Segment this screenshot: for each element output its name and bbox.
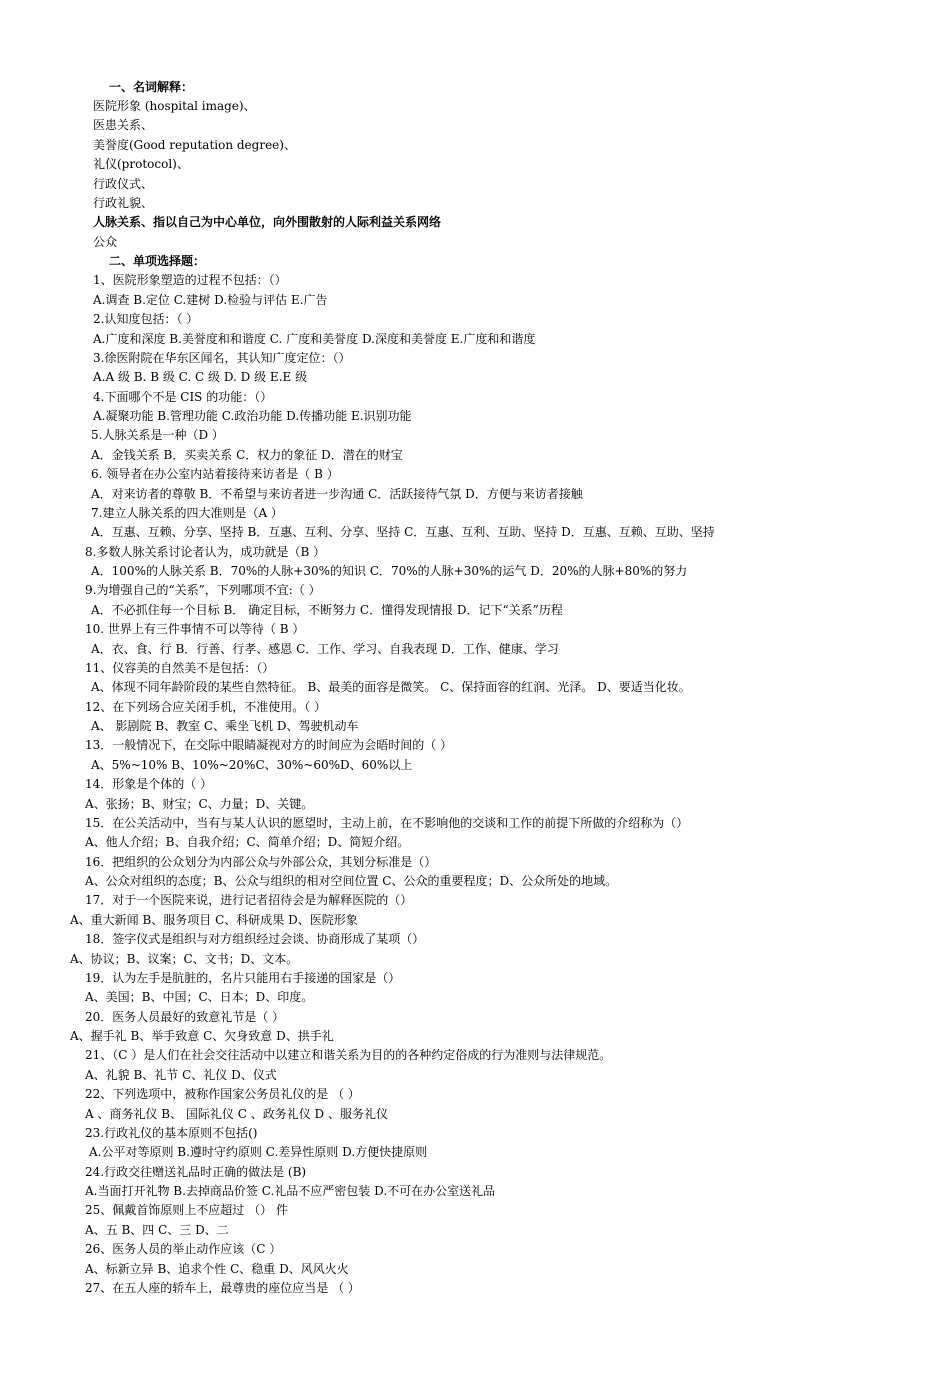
option-line: A、五 B、四 C、三 D、二 [85,1223,229,1237]
option-line: A、标新立异 B、追求个性 C、稳重 D、风风火火 [85,1262,349,1276]
option-line: A 、商务礼仪 B、 国际礼仪 C 、政务礼仪 D 、服务礼仪 [85,1107,388,1121]
option-line: A．100%的人脉关系 B．70%的人脉+30%的知识 C．70%的人脉+30%的运气 D．20%的人脉+80%的努力 [91,564,688,578]
option-line: A、他人介绍；B、自我介绍；C、简单介绍；D、简短介绍。 [85,835,410,849]
question-line: 7.建立人脉关系的四大准则是（A ） [91,506,283,520]
question-line: 14．形象是个体的（ ） [85,777,213,791]
question-line: 10. 世界上有三件事情不可以等待（ B ） [85,622,305,636]
question-line: 19．认为左手是肮脏的，名片只能用右手接递的国家是（） [85,971,401,985]
question-line: 8.多数人脉关系讨论者认为，成功就是（B ） [85,545,326,559]
question-line: 27、在五人座的轿车上，最尊贵的座位应当是 （ ） [85,1281,360,1295]
option-line: A.凝聚功能 B.管理功能 C.政治功能 D.传播功能 E.识别功能 [93,409,412,423]
question-line: 2.认知度包括：（ ） [93,312,199,326]
question-line: 11、仪容美的自然美不是包括：（） [85,661,275,675]
option-line: A、协议；B、议案；C、文书；D、文本。 [70,952,299,966]
question-line: 6. 领导者在办公室内站着接待来访者是（ B ） [91,467,339,481]
option-line: A.A 级 B. B 级 C. C 级 D. D 级 E.E 级 [93,370,308,384]
question-line: 23.行政礼仪的基本原则不包括() [85,1126,258,1140]
question-line: 15．在公关活动中，当有与某人认识的愿望时，主动上前，在不影响他的交谈和工作的前提下所做的介绍称为（） [85,816,689,830]
question-line: 25、佩戴首饰原则上不应超过 （） 件 [85,1203,288,1217]
question-line: 26、医务人员的举止动作应该（C ） [85,1242,282,1256]
option-line: A、美国；B、中国；C、日本；D、印度。 [85,990,314,1004]
option-line: A、体现不同年龄阶段的某些自然特征。 B、最美的面容是微笑。 C、保持面容的红润、光泽。 D、要适当化妆。 [91,680,691,694]
question-line: 17．对于一个医院来说，进行记者招待会是为解释医院的（） [85,893,413,907]
question-line: 3.徐医附院在华东区闻名，其认知广度定位：（） [93,351,351,365]
term-item: 公众 [93,235,118,249]
term-item: 人脉关系、指以自己为中心单位，向外围散射的人际利益关系网络 [93,215,442,229]
option-line: A、礼貌 B、礼节 C、礼仪 D、仪式 [85,1068,277,1082]
option-line: A.广度和深度 B.美誉度和和谐度 C. 广度和美誉度 D.深度和美誉度 E.广度和和谐度 [93,332,536,346]
option-line: A.调查 B.定位 C.建树 D.检验与评估 E.广告 [93,293,328,307]
question-line: 20．医务人员最好的致意礼节是（ ） [85,1010,285,1024]
question-line: 16．把组织的公众划分为内部公众与外部公众，其划分标准是（） [85,855,437,869]
option-line: A.当面打开礼物 B.去掉商品价签 C.礼品不应严密包装 D.不可在办公室送礼品 [85,1184,496,1198]
option-line: A．衣、食、行 B．行善、行孝、感恩 C．工作、学习、自我表现 D．工作、健康、学习 [91,642,559,656]
option-line: A．金钱关系 B．买卖关系 C．权力的象征 D．潜在的财宝 [91,448,403,462]
term-item: 礼仪(protocol)、 [93,157,189,171]
question-line: 18．签字仪式是组织与对方组织经过会谈、协商形成了某项（） [85,932,425,946]
option-line: A．互惠、互赖、分享、坚持 B．互惠、互利、分享、坚持 C．互惠、互利、互助、坚持 D．互惠、互赖、互助、坚持 [91,525,715,539]
section2-heading: 二、单项选择题： [109,254,206,268]
question-line: 13．一般情况下，在交际中眼睛凝视对方的时间应为会晤时间的（ ） [85,738,453,752]
term-item: 医患关系、 [93,118,154,132]
question-line: 12、在下列场合应关闭手机，不准使用。（ ） [85,700,327,714]
option-line: A．对来访者的尊敬 B．不希望与来访者进一步沟通 C．活跃接待气氛 D．方便与来访者接触 [91,487,583,501]
term-item: 医院形象 (hospital image)、 [93,99,256,113]
term-item: 行政仪式、 [93,177,154,191]
option-line: A．不必抓住每一个目标 B． 确定目标，不断努力 C．懂得发现情报 D．记下“关系”历程 [91,603,563,617]
question-line: 22、下列选项中，被称作国家公务员礼仪的是 （ ） [85,1087,360,1101]
option-line: A、公众对组织的态度；B、公众与组织的相对空间位置 C、公众的重要程度；D、公众所处的地域。 [85,874,618,888]
question-line: 21、（C ）是人们在社会交往活动中以建立和谐关系为目的的各种约定俗成的行为准则与法律规范。 [85,1048,612,1062]
question-line: 4.下面哪个不是 CIS 的功能：（） [93,390,273,404]
option-line: A、5%~10% B、10%~20%C、30%~60%D、60%以上 [91,758,413,772]
option-line: A.公平对等原则 B.遵时守约原则 C.差异性原则 D.方便快捷原则 [89,1145,428,1159]
section1-heading: 一、名词解释： [109,80,194,94]
term-item: 美誉度(Good reputation degree)、 [93,138,296,152]
option-line: A、握手礼 B、举手致意 C、欠身致意 D、拱手礼 [70,1029,334,1043]
question-line: 1、医院形象塑造的过程不包括：（） [93,273,287,287]
term-item: 行政礼貌、 [93,196,154,210]
option-line: A、重大新闻 B、服务项目 C、科研成果 D、医院形象 [70,913,358,927]
option-line: A、张扬；B、财宝；C、力量；D、关键。 [85,797,314,811]
question-line: 24.行政交往赠送礼品时正确的做法是 (B) [85,1165,307,1179]
question-line: 9.为增强自己的“关系”，下列哪项不宜:（ ） [85,583,321,597]
option-line: A、 影剧院 B、教室 C、乘坐飞机 D、驾驶机动车 [91,719,359,733]
question-line: 5.人脉关系是一种（D ） [91,428,224,442]
